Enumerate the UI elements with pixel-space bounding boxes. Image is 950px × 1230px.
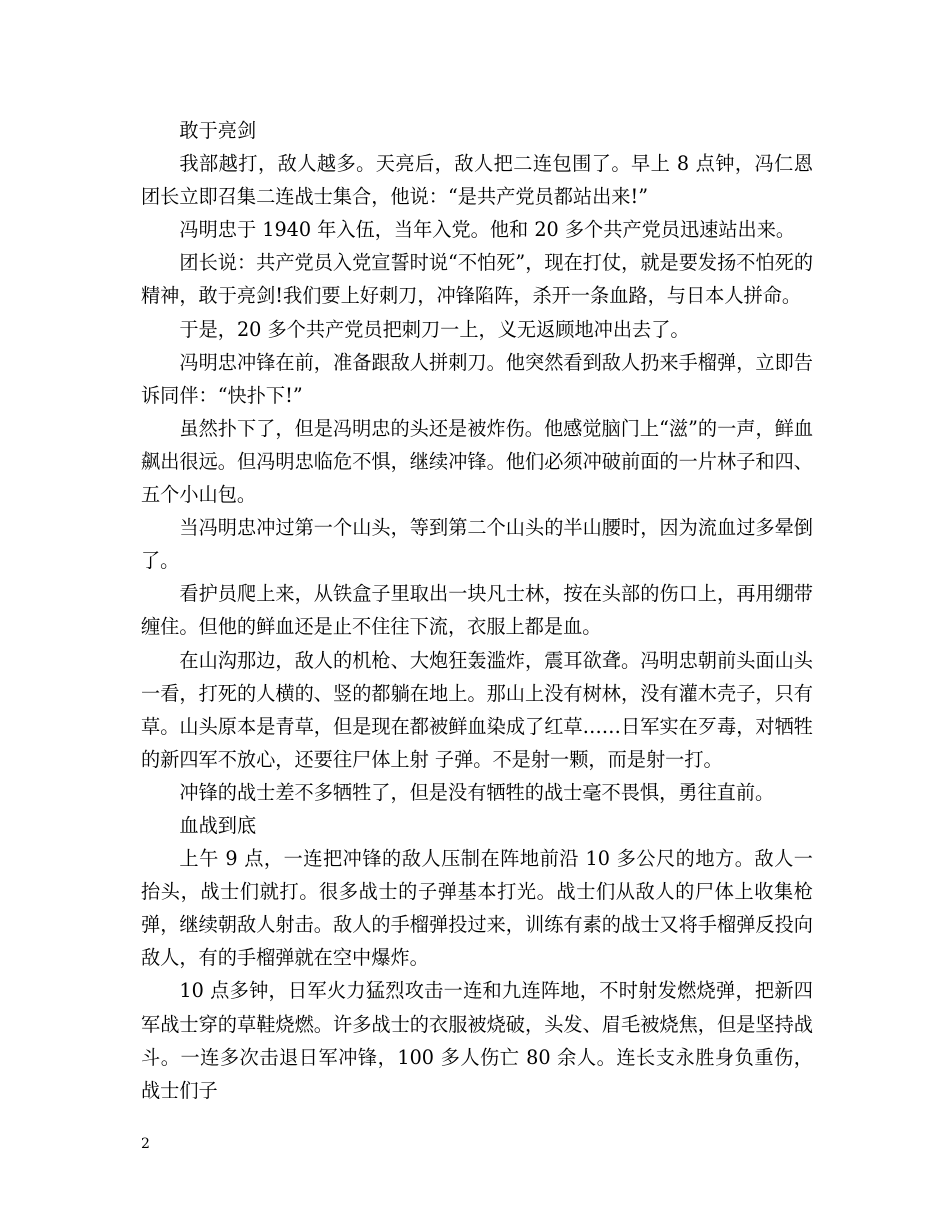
body-paragraph: 团长说：共产党员入党宣誓时说“不怕死”，现在打仗，就是要发扬不怕死的精神，敢于亮剑!我们要上好刺刀，冲锋陷阵，杀开一条血路，与日本人拼命。 <box>141 251 814 308</box>
section-heading-dare-to-draw-sword: 敢于亮剑 <box>179 119 257 142</box>
document-body <box>141 114 813 1107</box>
body-paragraph: 于是，20 多个共产党员把刺刀一上，义无返顾地冲出去了。 <box>179 317 690 341</box>
body-paragraph: 我部越打，敌人越多。天亮后，敌人把二连包围了。早上 8 点钟，冯仁恩团长立即召集二连战士集合，他说：“是共产党员都站出来!” <box>141 152 813 209</box>
page-number: 2 <box>141 1136 150 1152</box>
body-paragraph: 看护员爬上来，从铁盒子里取出一块凡士林，按在头部的伤口上，再用绷带缠住。但他的鲜血还是止不住往下流，衣服上都是血。 <box>141 582 813 639</box>
body-paragraph: 虽然扑下了，但是冯明忠的头还是被炸伤。他感觉脑门上“滋”的一声，鲜血飙出很远。但冯明忠临危不惧，继续冲锋。他们必须冲破前面的一片林子和四、五个小山包。 <box>141 416 814 507</box>
body-paragraph: 上午 9 点，一连把冲锋的敌人压制在阵地前沿 10 多公尺的地方。敌人一抬头，战士们就打。很多战士的子弹基本打光。战士们从敌人的尸体上收集枪弹，继续朝敌人射击。敌人的手榴弹投过来，训练有素的战士又将手榴弹反投向敌人，有的手榴弹就在空中爆炸。 <box>141 847 813 970</box>
body-paragraph: 在山沟那边，敌人的机枪、大炮狂轰滥炸，震耳欲聋。冯明忠朝前头面山头一看，打死的人横的、竖的都躺在地上。那山上没有树林，没有灌木壳子，只有草。山头原本是青草，但是现在都被鲜血染成了红草……日军实在歹毒，对牺牲的新四军不放心，还要往尸体上射 子弹。不是射一颗，而是射一打。 <box>141 648 813 771</box>
body-paragraph: 10 点多钟，日军火力猛烈攻击一连和九连阵地，不时射发燃烧弹，把新四军战士穿的草鞋烧燃。许多战士的衣服被烧破，头发、眉毛被烧焦，但是坚持战斗。一连多次击退日军冲锋，100 多人伤亡 80 余人。连长支永胜身负重伤，战士们子 <box>141 979 813 1102</box>
body-paragraph: 冯明忠冲锋在前，准备跟敌人拼刺刀。他突然看到敌人扔来手榴弹，立即告诉同伴：“快扑下!” <box>141 350 813 407</box>
body-paragraph: 冯明忠于 1940 年入伍，当年入党。他和 20 多个共产党员迅速站出来。 <box>179 218 796 242</box>
body-paragraph: 当冯明忠冲过第一个山头，等到第二个山头的半山腰时，因为流血过多晕倒了。 <box>141 516 813 573</box>
body-paragraph: 冲锋的战士差不多牺牲了，但是没有牺牲的战士毫不畏惧，勇往直前。 <box>179 780 775 804</box>
section-heading-fight-to-the-end: 血战到底 <box>179 813 257 837</box>
